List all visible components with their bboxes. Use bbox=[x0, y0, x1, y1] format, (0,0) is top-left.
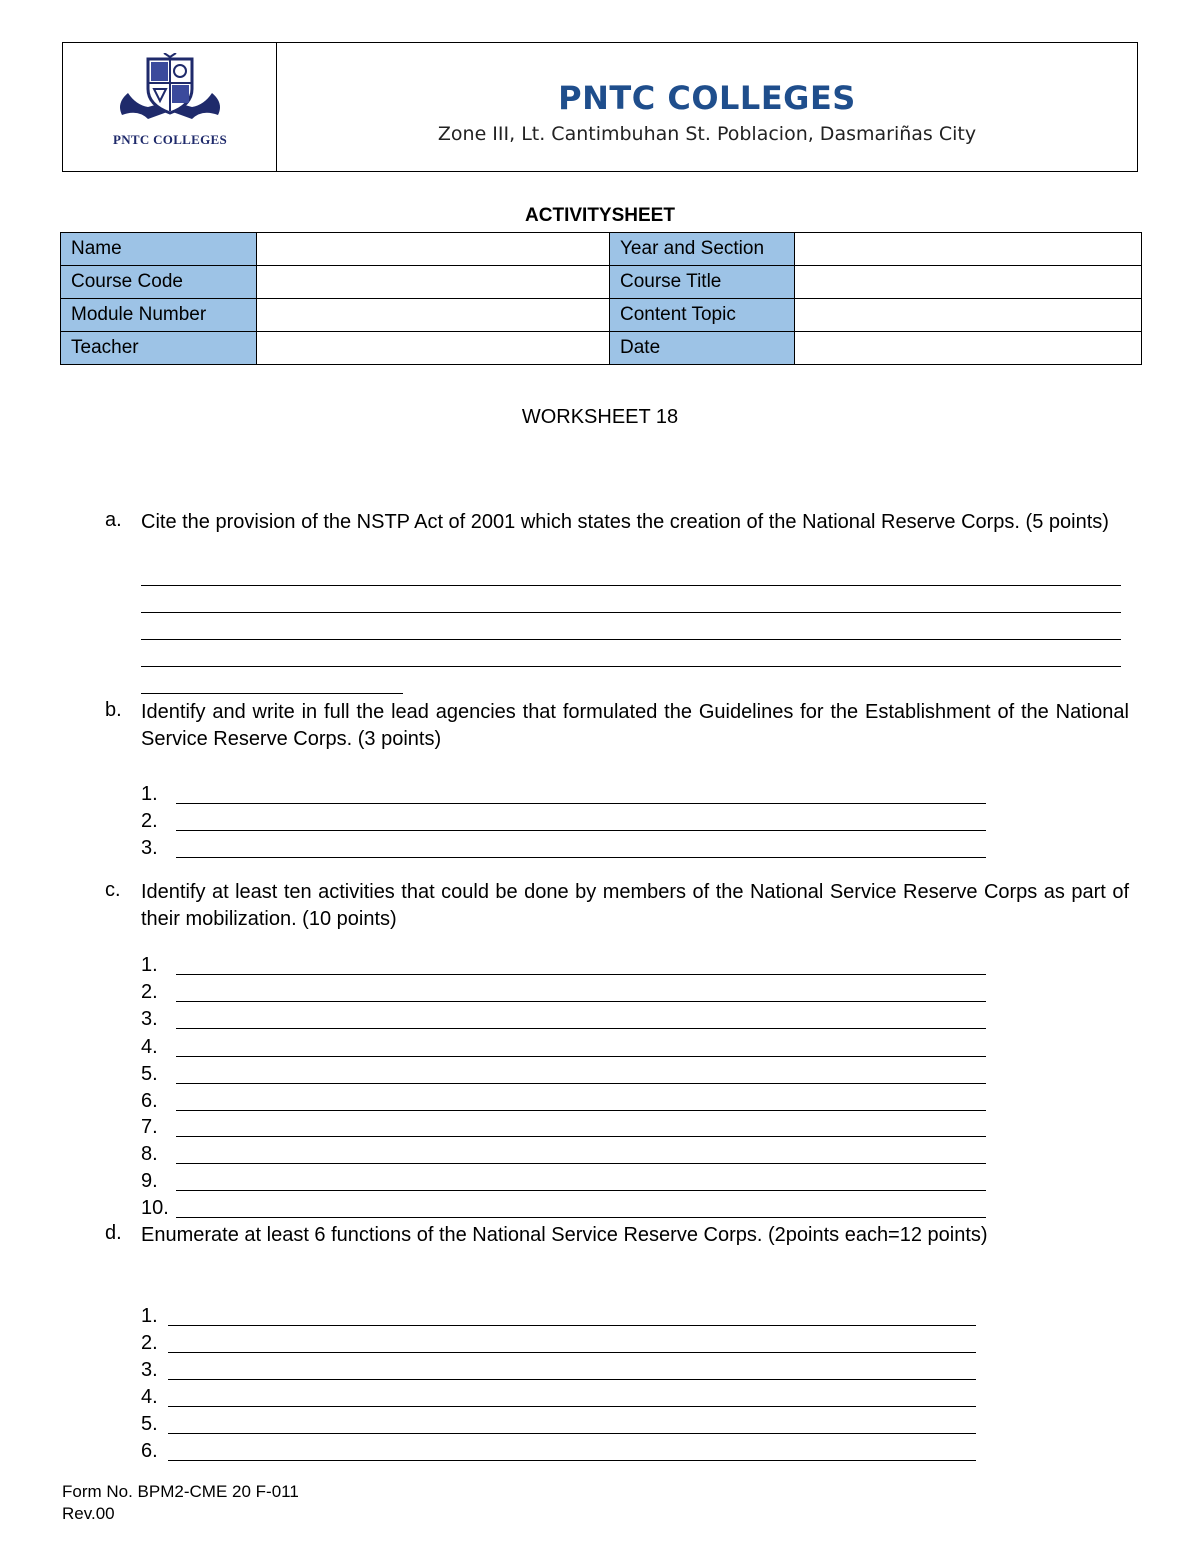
answer-b-2[interactable] bbox=[176, 830, 986, 831]
table-row bbox=[61, 266, 1142, 299]
logo-cell bbox=[63, 43, 277, 171]
list-number: 1. bbox=[141, 954, 158, 976]
school-address: Zone III, Lt. Cantimbuhan St. Poblacion, Dasmariñas City bbox=[437, 123, 977, 145]
list-number: 4. bbox=[141, 1036, 158, 1058]
answer-a-line-5[interactable] bbox=[141, 693, 403, 694]
answer-c-9[interactable] bbox=[176, 1190, 986, 1191]
table-row bbox=[61, 299, 1142, 332]
content-topic-field[interactable] bbox=[795, 299, 1142, 332]
table-row bbox=[61, 332, 1142, 365]
answer-a-line-2[interactable] bbox=[141, 612, 1121, 613]
table-row bbox=[61, 233, 1142, 266]
list-number: 6. bbox=[141, 1090, 158, 1112]
name-label: Name bbox=[61, 233, 257, 266]
school-crest-icon bbox=[108, 53, 232, 129]
year-section-label: Year and Section bbox=[610, 233, 795, 266]
answer-c-4[interactable] bbox=[176, 1056, 986, 1057]
question-a-text: Cite the provision of the NSTP Act of 2001 which states the creation of the National Reserve Corps. (5 points) bbox=[141, 511, 1109, 533]
answer-c-1[interactable] bbox=[176, 974, 986, 975]
form-number: Form No. BPM2-CME 20 F-011 bbox=[62, 1482, 299, 1501]
list-number: 4. bbox=[141, 1386, 158, 1408]
answer-a-line-4[interactable] bbox=[141, 666, 1121, 667]
info-table bbox=[60, 232, 1142, 365]
question-c-letter: c. bbox=[105, 879, 121, 901]
answer-c-5[interactable] bbox=[176, 1083, 986, 1084]
answer-b-1[interactable] bbox=[176, 803, 986, 804]
answer-d-4[interactable] bbox=[168, 1406, 976, 1407]
list-number: 10. bbox=[141, 1197, 169, 1219]
list-number: 9. bbox=[141, 1170, 158, 1192]
question-c-text: Identify at least ten activities that could be done by members of the National Service Reserve Corps as part of their mobilization. (10 points) bbox=[141, 881, 1129, 930]
list-number: 5. bbox=[141, 1063, 158, 1085]
list-number: 2. bbox=[141, 1332, 158, 1354]
question-d-letter: d. bbox=[105, 1222, 122, 1244]
answer-a-line-1[interactable] bbox=[141, 585, 1121, 586]
answer-c-3[interactable] bbox=[176, 1028, 986, 1029]
answer-d-6[interactable] bbox=[168, 1460, 976, 1461]
answer-d-2[interactable] bbox=[168, 1352, 976, 1353]
question-d-text: Enumerate at least 6 functions of the National Service Reserve Corps. (2points each=12 points) bbox=[141, 1224, 988, 1246]
answer-c-10[interactable] bbox=[176, 1217, 986, 1218]
list-number: 1. bbox=[141, 1305, 158, 1327]
question-a-letter: a. bbox=[105, 509, 122, 531]
answer-d-1[interactable] bbox=[168, 1325, 976, 1326]
name-field[interactable] bbox=[257, 233, 610, 266]
list-number: 3. bbox=[141, 1359, 158, 1381]
revision: Rev.00 bbox=[62, 1504, 115, 1523]
year-section-field[interactable] bbox=[795, 233, 1142, 266]
answer-b-3[interactable] bbox=[176, 857, 986, 858]
course-title-label: Course Title bbox=[610, 266, 795, 299]
list-number: 3. bbox=[141, 1008, 158, 1030]
sheet-title: ACTIVITYSHEET bbox=[525, 205, 675, 226]
answer-d-3[interactable] bbox=[168, 1379, 976, 1380]
course-code-field[interactable] bbox=[257, 266, 610, 299]
teacher-field[interactable] bbox=[257, 332, 610, 365]
school-name: PNTC COLLEGES bbox=[558, 79, 856, 117]
teacher-label: Teacher bbox=[61, 332, 257, 365]
answer-c-8[interactable] bbox=[176, 1163, 986, 1164]
question-b-text: Identify and write in full the lead agencies that formulated the Guidelines for the Establishment of the National Service Reserve Corps. (3 points) bbox=[141, 701, 1129, 750]
list-number: 1. bbox=[141, 783, 158, 805]
answer-c-6[interactable] bbox=[176, 1110, 986, 1111]
answer-a-line-3[interactable] bbox=[141, 639, 1121, 640]
course-title-field[interactable] bbox=[795, 266, 1142, 299]
date-label: Date bbox=[610, 332, 795, 365]
header-box bbox=[62, 42, 1138, 172]
worksheet-title: WORKSHEET 18 bbox=[521, 406, 679, 428]
question-b-letter: b. bbox=[105, 699, 122, 721]
answer-c-2[interactable] bbox=[176, 1001, 986, 1002]
list-number: 8. bbox=[141, 1143, 158, 1165]
list-number: 7. bbox=[141, 1116, 158, 1138]
answer-c-7[interactable] bbox=[176, 1136, 986, 1137]
list-number: 2. bbox=[141, 981, 158, 1003]
module-number-label: Module Number bbox=[61, 299, 257, 332]
list-number: 3. bbox=[141, 837, 158, 859]
list-number: 6. bbox=[141, 1440, 158, 1462]
list-number: 2. bbox=[141, 810, 158, 832]
course-code-label: Course Code bbox=[61, 266, 257, 299]
logo-text: PNTC COLLEGES bbox=[112, 132, 228, 147]
answer-d-5[interactable] bbox=[168, 1433, 976, 1434]
list-number: 5. bbox=[141, 1413, 158, 1435]
content-topic-label: Content Topic bbox=[610, 299, 795, 332]
date-field[interactable] bbox=[795, 332, 1142, 365]
module-number-field[interactable] bbox=[257, 299, 610, 332]
